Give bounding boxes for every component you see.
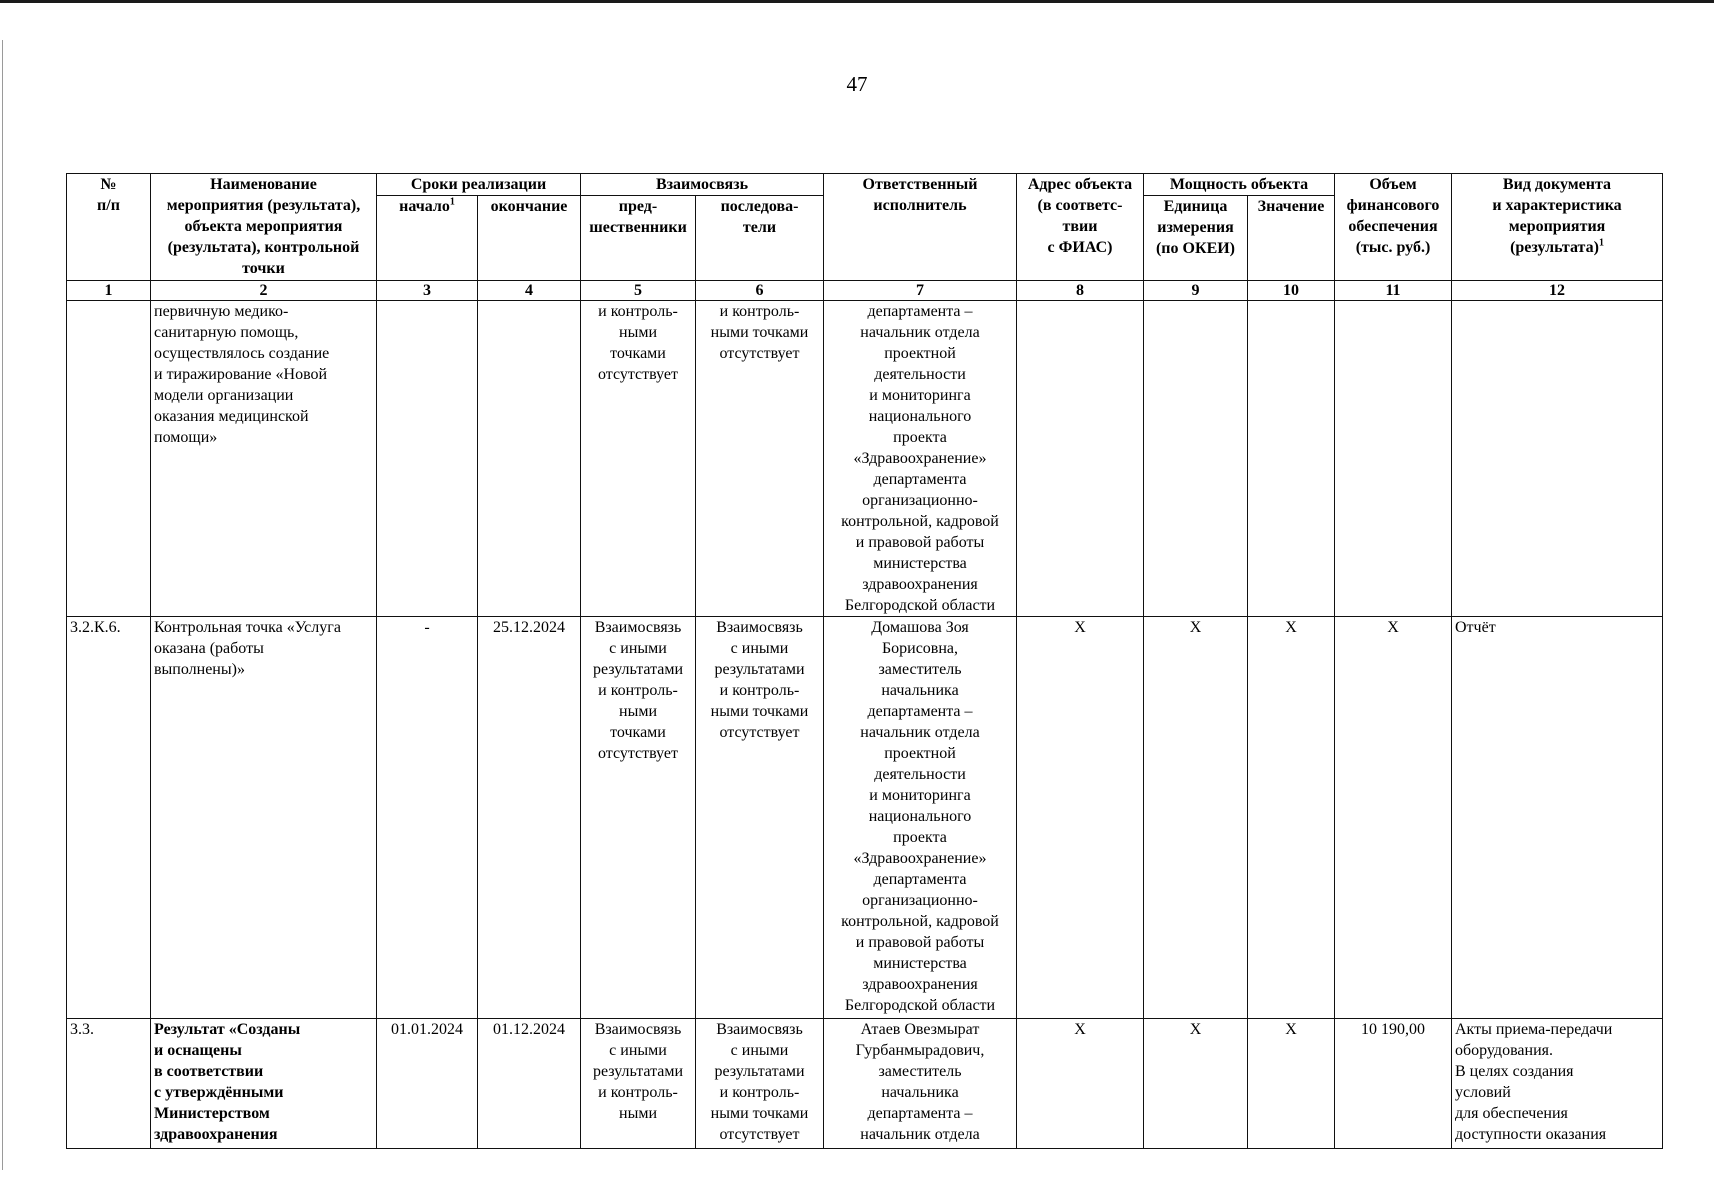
header-col-name: Наименование мероприятия (результата), объекта мероприятия (результата), контрольной точки	[151, 174, 377, 281]
header-col-start-text: начало	[399, 198, 450, 215]
row-predecessors: Взаимосвязь с иными результатами и контроль- ными	[581, 1019, 696, 1149]
row-responsible: Домашова Зоя Борисовна, заместитель начальника департамента – начальник отдела проектной деятельности и мониторинга национального проекта «Здравоохранение» департамента организационно- контрольной, кадровой и правовой работы министерства здравоохранения Белгородской области	[824, 617, 1017, 1019]
plan-table	[66, 173, 1663, 1149]
column-number: 3	[377, 281, 478, 301]
column-number: 2	[151, 281, 377, 301]
row-number: 3.3.	[67, 1019, 151, 1149]
row-end: 25.12.2024	[478, 617, 581, 1019]
header-col-unit: Единица измерения (по ОКЕИ)	[1144, 196, 1248, 281]
row-number: 3.2.К.6.	[67, 617, 151, 1019]
table-row	[67, 301, 1663, 617]
column-number: 11	[1335, 281, 1452, 301]
row-address: Х	[1017, 617, 1144, 1019]
row-start: 01.01.2024	[377, 1019, 478, 1149]
header-col-start	[377, 196, 478, 281]
row-address	[1017, 301, 1144, 617]
row-successors: Взаимосвязь с иными результатами и контроль- ными точками отсутствует	[696, 617, 824, 1019]
row-name: Результат «Созданы и оснащены в соответствии с утверждёнными Министерством здравоохранения	[151, 1019, 377, 1149]
column-number: 9	[1144, 281, 1248, 301]
row-document	[1452, 301, 1663, 617]
row-predecessors: и контроль- ными точками отсутствует	[581, 301, 696, 617]
header-col-value: Значение	[1248, 196, 1335, 281]
header-col-address: Адрес объекта (в соответс- твии с ФИАС)	[1017, 174, 1144, 281]
column-number: 5	[581, 281, 696, 301]
column-number: 12	[1452, 281, 1663, 301]
header-group-links: Взаимосвязь	[581, 174, 824, 196]
row-value	[1248, 301, 1335, 617]
row-unit: Х	[1144, 1019, 1248, 1149]
top-scan-rule	[0, 0, 1714, 3]
header-col-successors: последова- тели	[696, 196, 824, 281]
row-start	[377, 301, 478, 617]
header-col-predecessors: пред- шественники	[581, 196, 696, 281]
page-number: 47	[846, 72, 868, 96]
row-predecessors: Взаимосвязь с иными результатами и контроль- ными точками отсутствует	[581, 617, 696, 1019]
row-unit: Х	[1144, 617, 1248, 1019]
row-value: Х	[1248, 617, 1335, 1019]
header-group-dates: Сроки реализации	[377, 174, 581, 196]
row-end	[478, 301, 581, 617]
column-number: 8	[1017, 281, 1144, 301]
row-successors: и контроль- ными точками отсутствует	[696, 301, 824, 617]
left-scan-rule	[2, 40, 3, 1170]
row-unit	[1144, 301, 1248, 617]
row-responsible: Атаев Овезмырат Гурбанмырадович, заместитель начальника департамента – начальник отдела	[824, 1019, 1017, 1149]
header-col-document-sup: 1	[1598, 237, 1604, 249]
table-row	[67, 617, 1663, 1019]
row-address: Х	[1017, 1019, 1144, 1149]
header-group-capacity: Мощность объекта	[1144, 174, 1335, 196]
row-name: Контрольная точка «Услуга оказана (работы выполнены)»	[151, 617, 377, 1019]
row-successors: Взаимосвязь с иными результатами и контроль- ными точками отсутствует	[696, 1019, 824, 1149]
header-col-document	[1452, 174, 1663, 281]
column-number: 4	[478, 281, 581, 301]
row-document: Отчёт	[1452, 617, 1663, 1019]
column-number: 7	[824, 281, 1017, 301]
row-funding: Х	[1335, 617, 1452, 1019]
row-responsible: департамента – начальник отдела проектной деятельности и мониторинга национального проекта «Здравоохранение» департамента организационно- контрольной, кадровой и правовой работы министерства здравоохранения Белгородской области	[824, 301, 1017, 617]
row-document: Акты приема-передачи оборудования. В целях создания условий для обеспечения доступности оказания	[1452, 1019, 1663, 1149]
row-funding	[1335, 301, 1452, 617]
row-value: Х	[1248, 1019, 1335, 1149]
table-row	[67, 1019, 1663, 1149]
column-number-row	[67, 281, 1663, 301]
row-number	[67, 301, 151, 617]
header-col-num: № п/п	[67, 174, 151, 281]
row-funding: 10 190,00	[1335, 1019, 1452, 1149]
header-row-1	[67, 174, 1663, 196]
header-col-funding: Объем финансового обеспечения (тыс. руб.)	[1335, 174, 1452, 281]
header-col-document-text: Вид документа и характеристика мероприятия (результата)	[1492, 176, 1622, 256]
header-col-start-sup: 1	[449, 196, 455, 208]
header-col-end: окончание	[478, 196, 581, 281]
row-end: 01.12.2024	[478, 1019, 581, 1149]
row-name: первичную медико- санитарную помощь, осуществлялось создание и тиражирование «Новой модели организации оказания медицинской помощи»	[151, 301, 377, 617]
column-number: 1	[67, 281, 151, 301]
column-number: 10	[1248, 281, 1335, 301]
column-number: 6	[696, 281, 824, 301]
header-col-responsible: Ответственный исполнитель	[824, 174, 1017, 281]
row-start: -	[377, 617, 478, 1019]
